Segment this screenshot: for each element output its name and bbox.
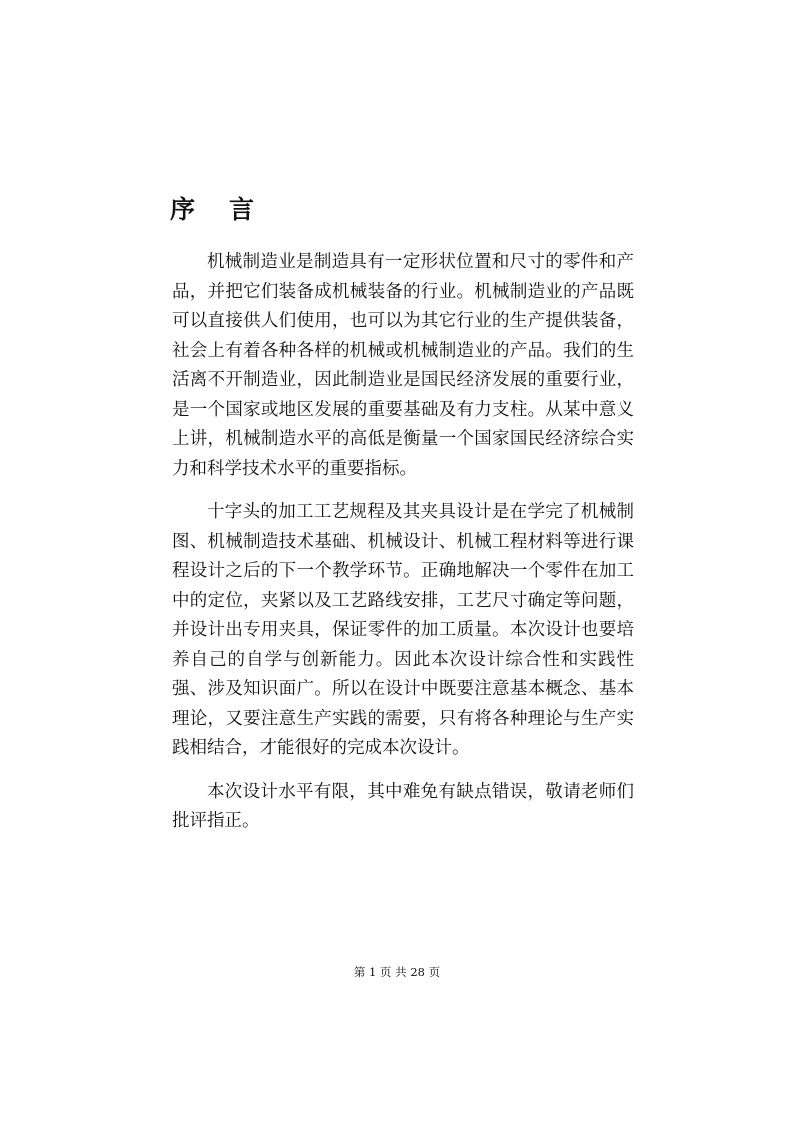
paragraph-design: 十字头的加工工艺规程及其夹具设计是在学完了机械制图、机械制造技术基础、机械设计、机械工程材料等进行课程设计之后的下一个教学环节。正确地解决一个零件在加工中的定位，夹紧以及工艺路线安排，工艺尺寸确定等问题，并设计出专用夹具，保证零件的加工质量。本次设计也要培养自己的自学与创新能力。因此本次设计综合性和实践性强、涉及知识面广。所以在设计中既要注意基本概念、基本理论，又要注意生产实践的需要，只有将各种理论与生产实践相结合，才能很好的完成本次设计。: [172, 502, 634, 758]
paragraph-intro: 机械制造业是制造具有一定形状位置和尺寸的零件和产品，并把它们装备成机械装备的行业。机械制造业的产品既可以直接供人们使用，也可以为其它行业的生产提供装备，社会上有着各种各样的机械或机械制造业的产品。我们的生活离不开制造业，因此制造业是国民经济发展的重要行业，是一个国家或地区发展的重要基础及有力支柱。从某中意义上讲，机械制造水平的高低是衡量一个国家国民经济综合实力和科学技术水平的重要指标。: [172, 252, 634, 479]
document-body: [172, 248, 634, 851]
page-title: 序言: [170, 195, 289, 224]
page-footer: 第 1 页 共 28 页: [353, 965, 441, 979]
paragraph-closing: 本次设计水平有限，其中难免有缺点错误，敬请老师们批评指正。: [172, 781, 634, 831]
